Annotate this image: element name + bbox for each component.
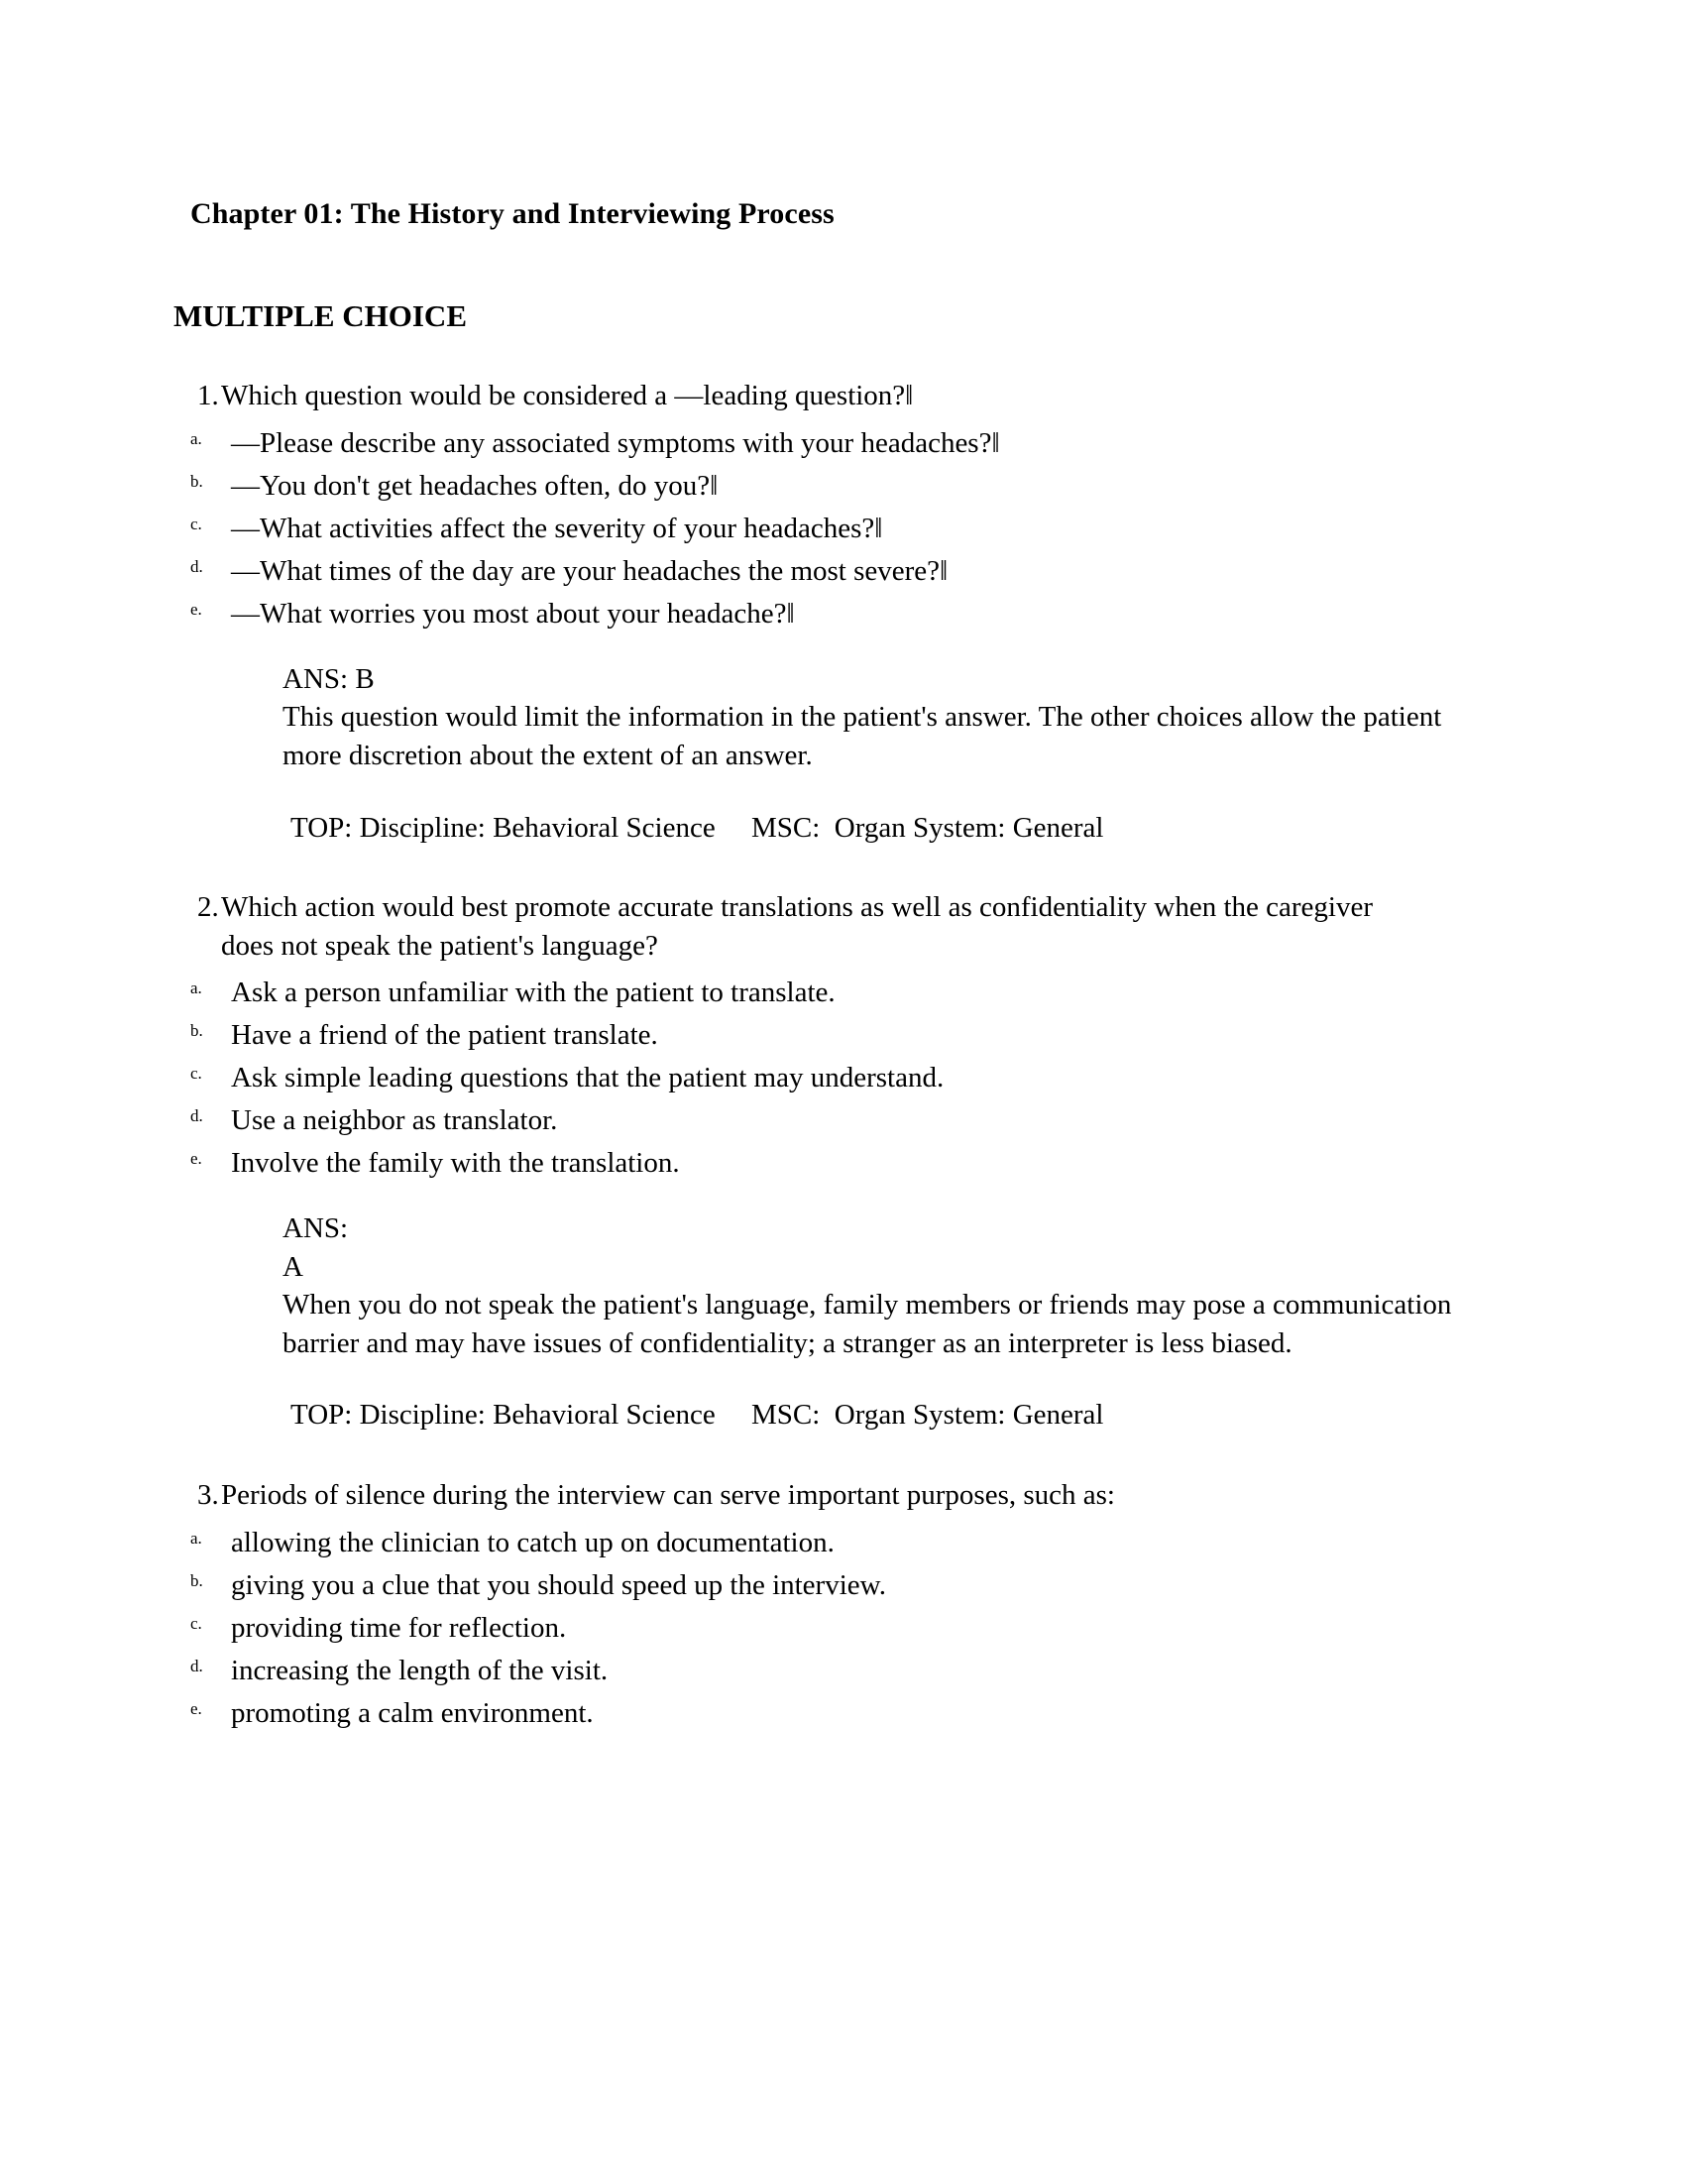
option-marker: a. — [190, 428, 202, 448]
option-marker: c. — [190, 1064, 202, 1084]
option-text: Ask a person unfamiliar with the patient to translate. — [231, 977, 836, 1009]
option-item[interactable] — [173, 469, 1502, 502]
chapter-title: Chapter 01: The History and Interviewing Process — [190, 197, 835, 230]
answer-label: ANS: — [282, 1212, 349, 1245]
option-item[interactable] — [173, 1654, 1502, 1686]
answer-block — [282, 660, 1457, 775]
option-text: giving you a clue that you should speed up the interview. — [231, 1568, 886, 1601]
option-text: —What activities affect the severity of your headaches?‖ — [231, 512, 883, 544]
option-item[interactable] — [173, 597, 1502, 630]
option-item[interactable] — [173, 1106, 1502, 1135]
option-text: Involve the family with the translation. — [231, 1147, 680, 1180]
option-marker: e. — [190, 1149, 202, 1169]
question-row — [173, 1476, 1502, 1515]
option-marker: a. — [190, 978, 202, 998]
option-marker: d. — [190, 1656, 203, 1675]
option-text: —What worries you most about your headache?‖ — [231, 597, 795, 630]
option-text: Ask simple leading questions that the patient may understand. — [231, 1062, 945, 1094]
option-list — [173, 426, 1502, 630]
option-item[interactable] — [173, 426, 1502, 459]
answer-value: A — [282, 1250, 303, 1283]
question-block-2 — [173, 888, 1502, 1435]
option-text: providing time for reflection. — [231, 1611, 567, 1644]
document-content — [173, 188, 1502, 1728]
option-text: Use a neighbor as translator. — [231, 1104, 558, 1137]
option-item[interactable] — [173, 512, 1502, 544]
option-list — [173, 978, 1502, 1178]
option-text: allowing the clinician to catch up on documentation. — [231, 1526, 835, 1558]
section-heading-multiple-choice: MULTIPLE CHOICE — [173, 297, 467, 333]
question-block-3 — [173, 1476, 1502, 1728]
option-text: —Please describe any associated symptoms with your headaches?‖ — [231, 426, 1000, 459]
option-item[interactable] — [173, 1611, 1502, 1644]
option-item[interactable] — [173, 978, 1502, 1007]
option-marker: e. — [190, 1698, 202, 1718]
answer-rationale: When you do not speak the patient's language, family members or friends may pose a communication barrier and may have issues of confidentiality; a stranger as an interpreter is less biased. — [282, 1289, 1452, 1359]
question-number: 2. — [197, 891, 219, 924]
answer-label: ANS: B — [282, 662, 375, 695]
question-stem: Which action would best promote accurate translations as well as confidentiality when the caregiver does not speak the patient's language? — [221, 891, 1373, 962]
question-row — [173, 888, 1502, 965]
option-item[interactable] — [173, 1526, 1502, 1558]
option-marker: b. — [190, 1570, 203, 1590]
option-item[interactable] — [173, 1696, 1502, 1729]
question-meta: TOP: Discipline: Behavioral Science MSC: Organ System: General — [290, 811, 1104, 844]
option-item[interactable] — [173, 554, 1502, 587]
question-meta: TOP: Discipline: Behavioral Science MSC: Organ System: General — [290, 1399, 1104, 1432]
question-number: 3. — [197, 1479, 219, 1511]
question-block-1 — [173, 377, 1502, 847]
question-stem: Which question would be considered a —leading question?‖ — [221, 380, 914, 412]
option-list — [173, 1526, 1502, 1729]
option-text: —What times of the day are your headaches the most severe?‖ — [231, 554, 949, 587]
option-text: Have a friend of the patient translate. — [231, 1019, 658, 1052]
option-text: promoting a calm environment. — [231, 1696, 594, 1729]
option-marker: c. — [190, 1613, 202, 1633]
answer-rationale: This question would limit the information in the patient's answer. The other choices allow the patient more discretion about the extent of an answer. — [282, 701, 1442, 771]
option-item[interactable] — [173, 1021, 1502, 1050]
option-marker: a. — [190, 1528, 202, 1548]
option-marker: c. — [190, 514, 202, 533]
answer-block — [282, 1209, 1457, 1362]
option-text: increasing the length of the visit. — [231, 1654, 609, 1686]
question-stem: Periods of silence during the interview can serve important purposes, such as: — [221, 1479, 1115, 1511]
option-marker: d. — [190, 556, 203, 576]
option-item[interactable] — [173, 1064, 1502, 1092]
option-marker: b. — [190, 1021, 203, 1041]
option-marker: b. — [190, 471, 203, 491]
option-text: —You don't get headaches often, do you?‖ — [231, 469, 719, 502]
question-number: 1. — [197, 380, 219, 412]
option-item[interactable] — [173, 1568, 1502, 1601]
option-marker: d. — [190, 1106, 203, 1126]
option-marker: e. — [190, 599, 202, 619]
option-item[interactable] — [173, 1149, 1502, 1178]
question-row — [173, 377, 1502, 415]
